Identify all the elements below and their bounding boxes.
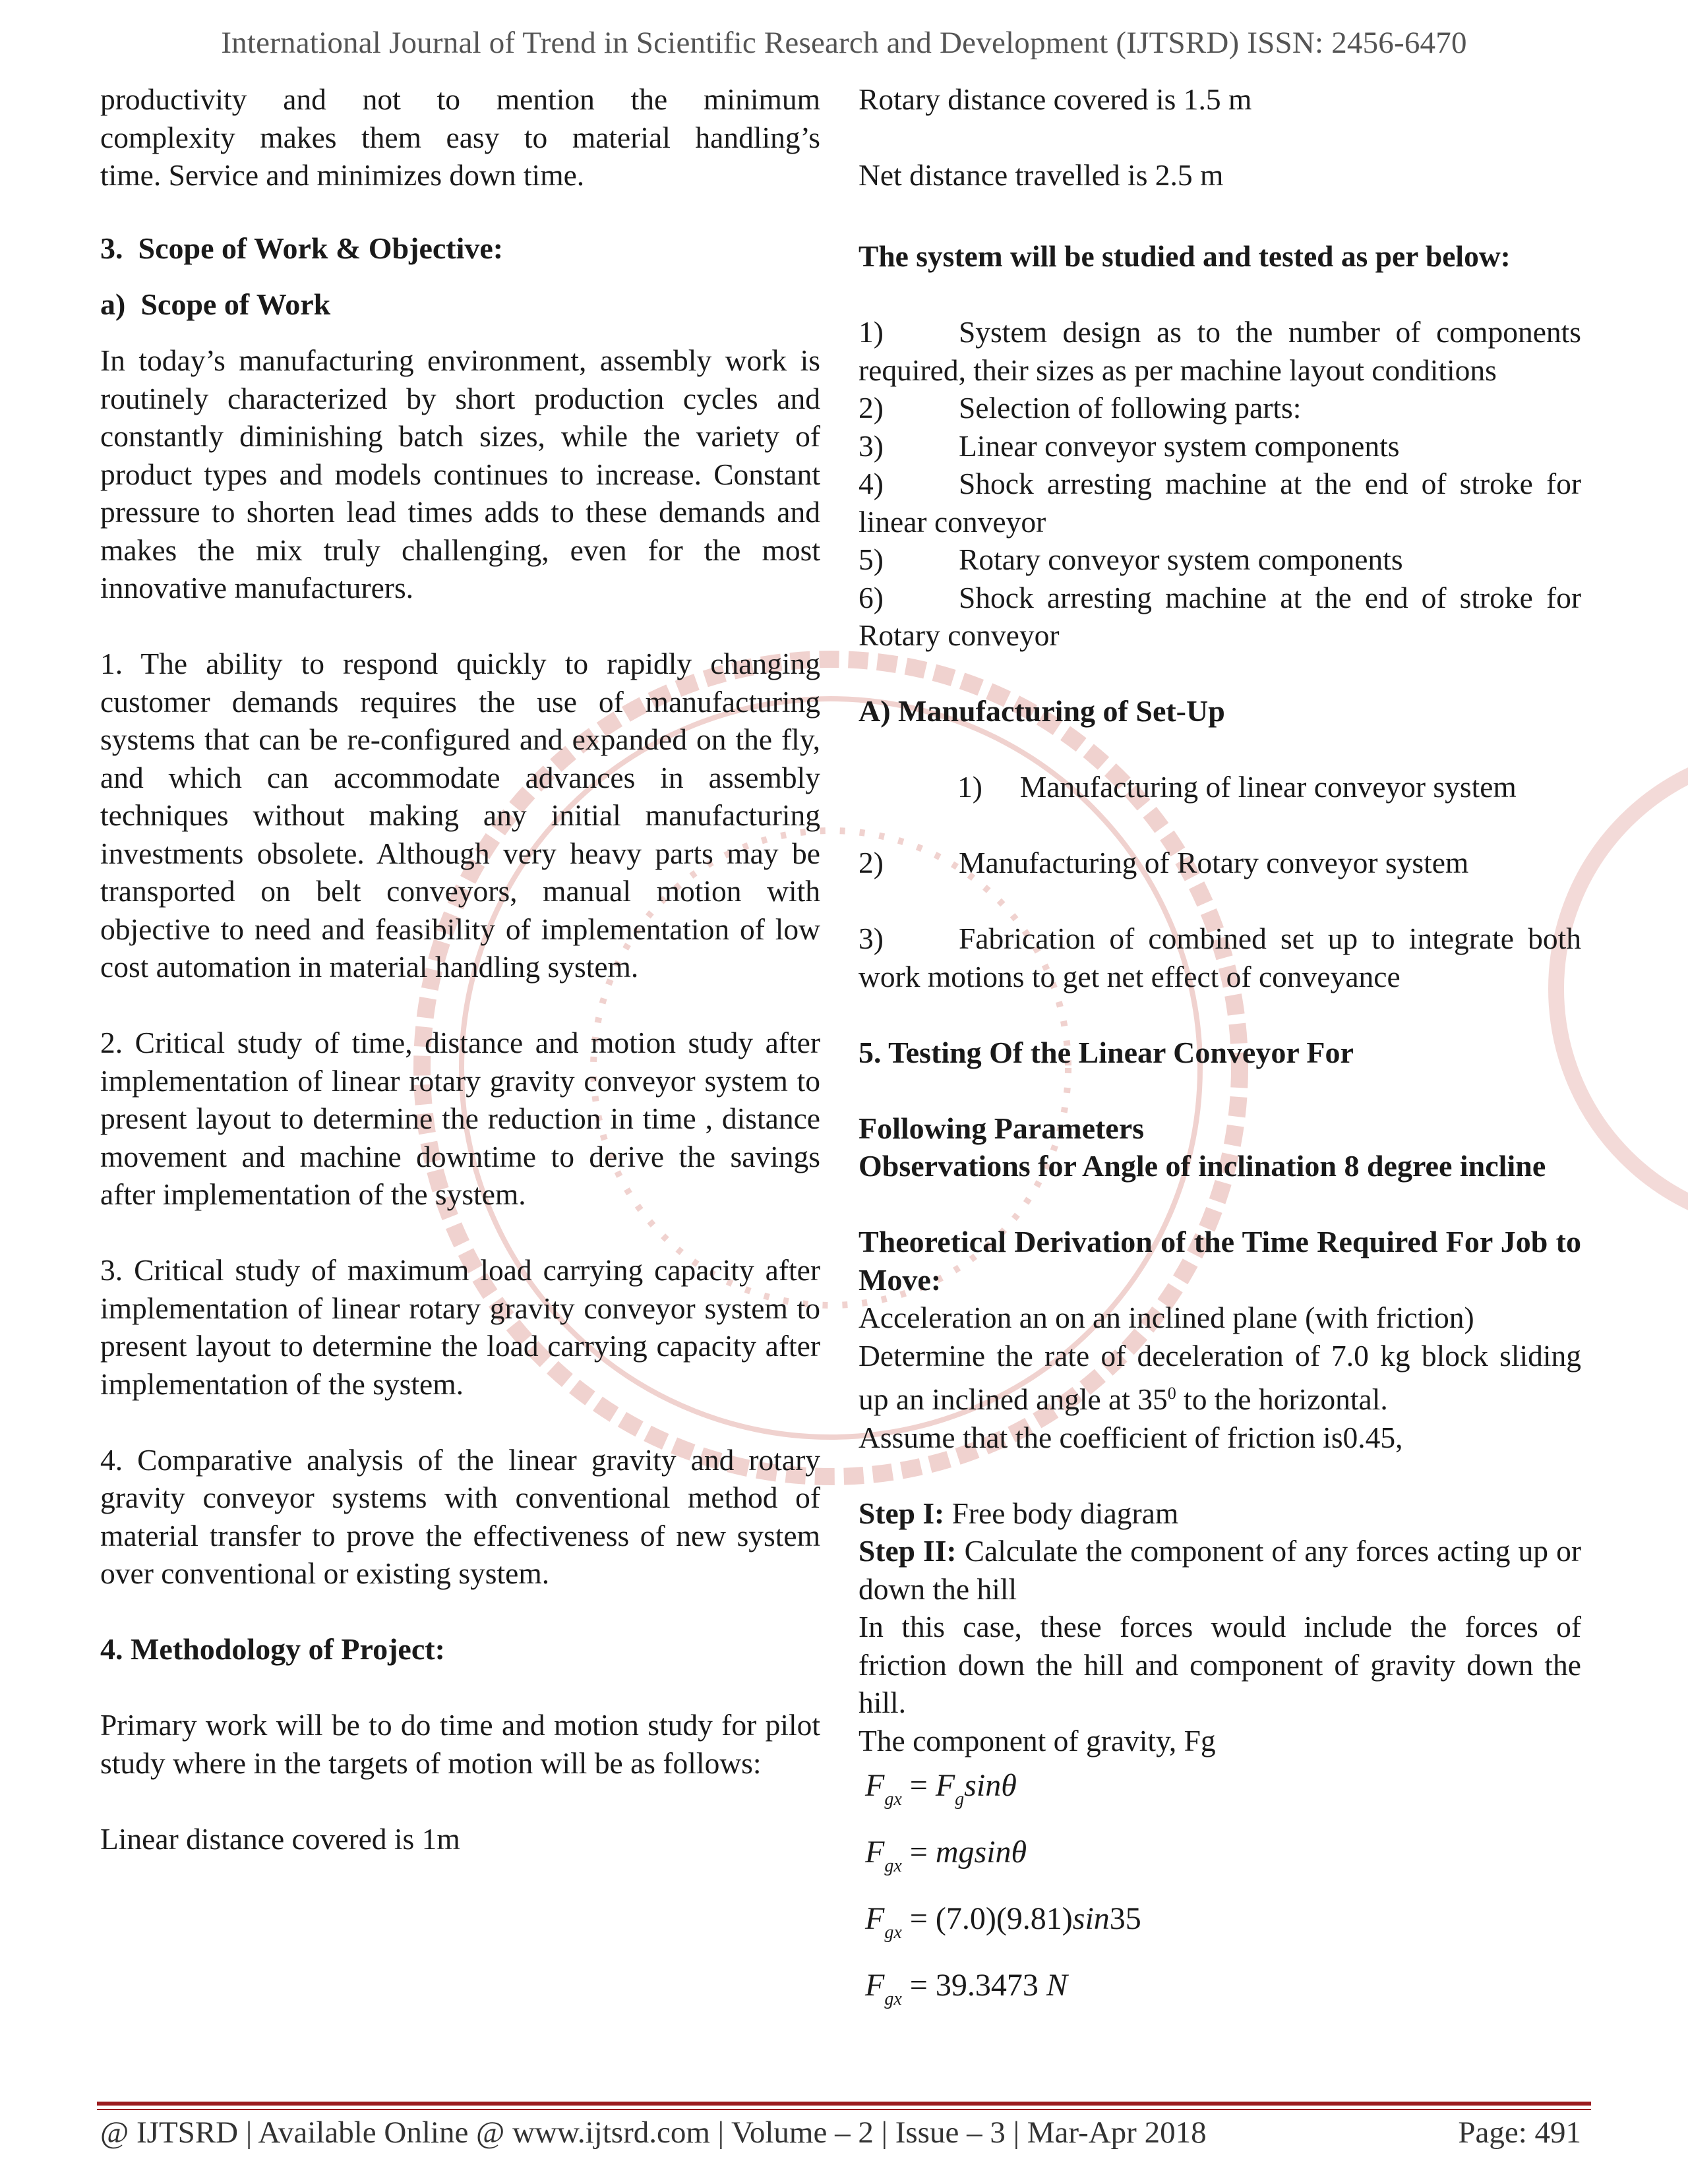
list-item: 2) Selection of following parts:: [859, 391, 1302, 425]
section-4-heading: 4. Methodology of Project:: [100, 1632, 445, 1666]
equation-3: $F_{gx} = (7.0)(9.81)\sin 35$: [865, 1901, 1141, 1943]
methodology-paragraph: Primary work will be to do time and motion study for pilot study where in the targets of motion will be as follows:: [100, 1708, 820, 1780]
footer-citation: @ IJTSRD | Available Online @ www.ijtsrd.com | Volume – 2 | Issue – 3 | Mar-Apr 2018: [100, 2115, 1207, 2150]
list-item: 3) Linear conveyor system components: [859, 428, 1400, 463]
theory-line-3: Assume that the coefficient of friction is0.45,: [859, 1420, 1403, 1454]
journal-header: International Journal of Trend in Scientific Research and Development (IJTSRD) ISSN: 2456-6470: [221, 26, 1467, 60]
gravity-line: The component of gravity, Fg: [859, 1723, 1216, 1757]
linear-distance: Linear distance covered is 1m: [100, 1821, 460, 1856]
scope-paragraph: In today’s manufacturing environment, assembly work is routinely characterized by short production cycles and constantly diminishing batch sizes, while the variety of product types and models continues to increase. Constant pressure to shorten lead times adds to these demands and makes the mix truly challenging, even for the most innovative manufacturers.: [100, 343, 820, 605]
list-item: 6) Shock arresting machine at the end of stroke for Rotary conveyor: [859, 580, 1581, 652]
section-5-heading: 5. Testing Of the Linear Conveyor For: [859, 1035, 1354, 1069]
rotary-distance: Rotary distance covered is 1.5 m: [859, 82, 1252, 116]
objective-1: 1. The ability to respond quickly to rapidly changing customer demands requires the use of manufacturing systems that can be re-configured and expanded on the fly, and which can accommodate advances in assembly techniques without making any initial manufacturing investments obsolete. Although very heavy parts may be transported on belt conveyors, manual motion with objective to need and feasibility of implementation of low cost automation in material handling system.: [100, 647, 820, 984]
case-paragraph: In this case, these forces would include the forces of friction down the hill and component of gravity down the hill.: [859, 1610, 1581, 1720]
observations-heading: Observations for Angle of inclination 8 degree incline: [859, 1149, 1546, 1183]
section-3a-heading: a) Scope of Work: [100, 287, 331, 321]
left-column: [100, 80, 820, 1858]
step-1: Step I: Free body diagram: [859, 1496, 1179, 1530]
step-2: Step II: Calculate the component of any forces acting up or down the hill: [859, 1534, 1581, 1606]
list-item: 1) System design as to the number of components required, their sizes as per machine layout conditions: [859, 315, 1581, 387]
footer-rule-thin: [97, 2109, 1591, 2110]
section-3-heading: 3. Scope of Work & Objective:: [100, 231, 504, 265]
right-column: [859, 80, 1581, 2026]
mfg-item: 2) Manufacturing of Rotary conveyor system: [859, 846, 1469, 879]
intro-line-1: productivity and not to mention the minimum: [100, 82, 820, 116]
list-item: 4) Shock arresting machine at the end of stroke for linear conveyor: [859, 467, 1581, 539]
theory-line-1: Acceleration an on an inclined plane (with friction): [859, 1301, 1474, 1334]
page-footer: [100, 2115, 1581, 2150]
objective-3: 3. Critical study of maximum load carrying capacity after implementation of linear rotary gravity conveyor system to present layout to determine the load carrying capacity after implementation of the system.: [100, 1253, 820, 1401]
mfg-item: 1) Manufacturing of linear conveyor system: [957, 770, 1517, 804]
theory-line-2: Determine the rate of deceleration of 7.0 kg block sliding up an inclined angle at $35^0$ to the horizontal.: [859, 1338, 1581, 1417]
studied-heading: The system will be studied and tested as per below:: [859, 239, 1511, 273]
list-item: 5) Rotary conveyor system components: [859, 543, 1403, 576]
footer-rule: [97, 2102, 1591, 2106]
section-5-subheading: Following Parameters: [859, 1111, 1145, 1145]
objective-2: 2. Critical study of time, distance and motion study after implementation of linear rotary gravity conveyor system to present layout to determine the reduction in time , distance movement and machine downtime to derive the savings after implementation of the system.: [100, 1026, 820, 1211]
equation-2: $F_{gx} = mgsin\theta$: [865, 1835, 1027, 1877]
manufacturing-heading: A) Manufacturing of Set-Up: [859, 694, 1225, 728]
objective-4: 4. Comparative analysis of the linear gravity and rotary gravity conveyor systems with conventional method of material transfer to prove the effectiveness of new system over conventional or existing system.: [100, 1442, 820, 1590]
mfg-item: 3) Fabrication of combined set up to integrate both work motions to get net effect of conveyance: [859, 922, 1581, 993]
intro-line-3: time. Service and minimizes down time.: [100, 158, 585, 192]
equation-1: $F_{gx} = F_g\sin\theta$: [865, 1768, 1017, 1810]
page-number: Page: 491: [1458, 2115, 1581, 2150]
equation-4: $F_{gx} = 39.3473$ N: [865, 1968, 1068, 2010]
theory-heading: Theoretical Derivation of the Time Required For Job to Move:: [859, 1225, 1581, 1297]
net-distance: Net distance travelled is 2.5 m: [859, 158, 1224, 192]
intro-line-2: complexity makes them easy to material handling’s: [100, 120, 820, 154]
